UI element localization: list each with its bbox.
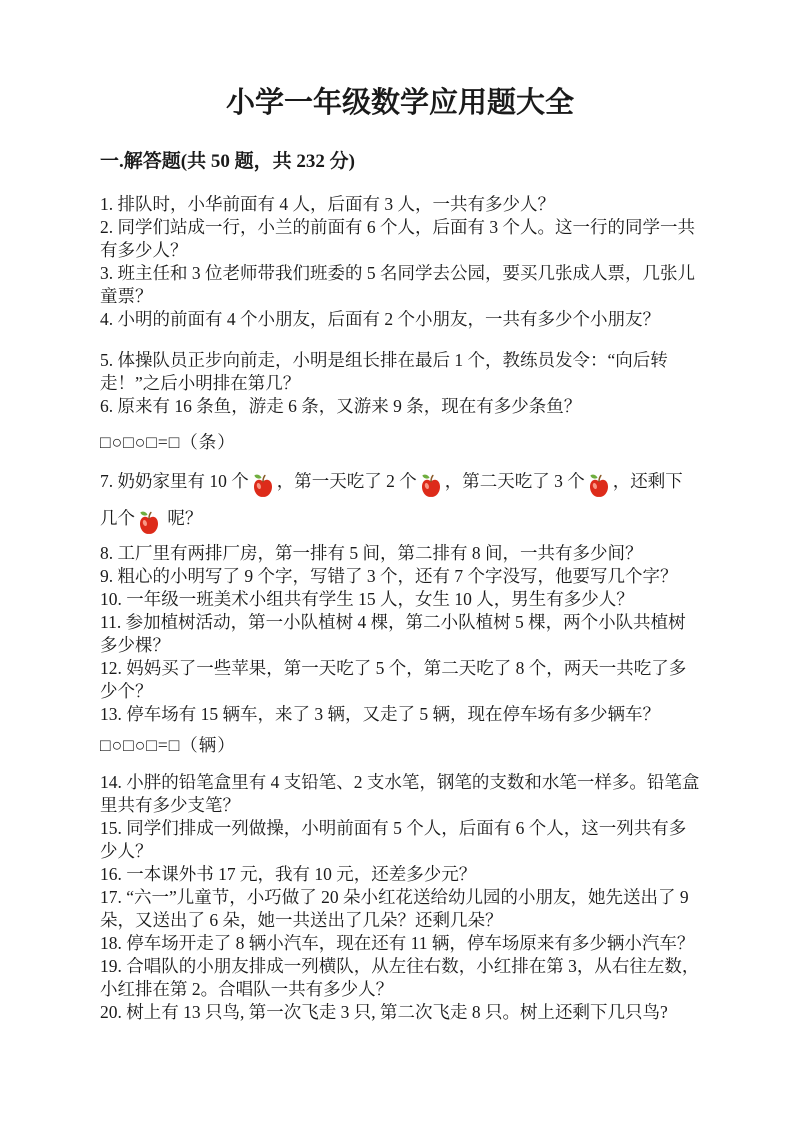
problem-3: 3. 班主任和 3 位老师带我们班委的 5 名同学去公园，要买几张成人票，几张儿童票？: [100, 263, 695, 306]
problem-19: 19. 合唱队的小朋友排成一列横队，从左往右数，小红排在第 3，从右往左数，小红排在第 2。合唱队一共有多少人？: [100, 956, 700, 999]
equation-placeholder-cars: □○□○□=□（辆）: [100, 735, 236, 755]
problem-7-text: 呢？: [163, 508, 203, 528]
apple-icon: [137, 509, 161, 537]
problem-4: 4. 小明的前面有 4 个小朋友，后面有 2 个小朋友，一共有多少个小朋友？: [100, 309, 660, 329]
apple-body: [140, 517, 158, 534]
apple-icon: [419, 472, 443, 500]
problem-13: 13. 停车场有 15 辆车，来了 3 辆，又走了 5 辆，现在停车场有多少辆车？: [100, 704, 660, 724]
problem-7: [100, 463, 700, 537]
problem-8: 8. 工厂里有两排厂房，第一排有 5 间，第二排有 8 间，一共有多少间？: [100, 543, 643, 563]
apple-icon: [251, 472, 275, 500]
apple-icon: [587, 472, 611, 500]
problem-2: 2. 同学们站成一行，小兰的前面有 6 个人，后面有 3 个人。这一行的同学一共有多少人？: [100, 217, 695, 260]
problem-18: 18. 停车场开走了 8 辆小汽车，现在还有 11 辆，停车场原来有多少辆小汽车？: [100, 933, 695, 953]
problem-5: 5. 体操队员正步向前走，小明是组长排在最后 1 个，教练员发令：“向后转走！”之后小明排在第几？: [100, 350, 668, 393]
problem-1: 1. 排队时，小华前面有 4 人，后面有 3 人，一共有多少人？: [100, 194, 555, 214]
problem-16: 16. 一本课外书 17 元，我有 10 元，还差多少元？: [100, 864, 477, 884]
apple-body: [422, 480, 440, 497]
problem-17: 17. “六一”儿童节，小巧做了 20 朵小红花送给幼儿园的小朋友，她先送出了 9 朵，又送出了 6 朵，她一共送出了几朵？还剩几朵？: [100, 887, 689, 930]
problem-7-text: ，还剩下几个: [100, 471, 683, 528]
problem-11: 11. 参加植树活动，第一小队植树 4 棵，第二小队植树 5 棵，两个小队共植树多少棵？: [100, 612, 686, 655]
problem-12: 12. 妈妈买了一些苹果，第一天吃了 5 个，第二天吃了 8 个，两天一共吃了多少个？: [100, 658, 687, 701]
problem-15: 15. 同学们排成一列做操，小明前面有 5 个人，后面有 6 个人，这一列共有多少人？: [100, 818, 687, 861]
apple-leaf: [590, 475, 597, 479]
apple-leaf: [140, 512, 147, 516]
apple-leaf: [422, 475, 429, 479]
problem-7-text: 7. 奶奶家里有 10 个: [100, 471, 249, 491]
apple-body: [590, 480, 608, 497]
problem-14: 14. 小胖的铅笔盒里有 4 支铅笔、2 支水笔，钢笔的支数和水笔一样多。铅笔盒里共有多少支笔？: [100, 772, 700, 815]
apple-body: [254, 480, 272, 497]
problem-20: 20. 树上有 13 只鸟, 第一次飞走 3 只, 第二次飞走 8 只。树上还剩下几只鸟?: [100, 1002, 668, 1022]
problem-9: 9. 粗心的小明写了 9 个字，写错了 3 个，还有 7 个字没写，他要写几个字？: [100, 566, 678, 586]
problem-7-text: ，第一天吃了 2 个: [276, 471, 417, 491]
equation-placeholder-fish: □○□○□=□（条）: [100, 432, 236, 452]
apple-leaf: [254, 475, 261, 479]
section-heading: 一.解答题(共 50 题，共 232 分): [100, 151, 355, 172]
problem-7-text: ，第二天吃了 3 个: [444, 471, 585, 491]
page-title: 小学一年级数学应用题大全: [225, 87, 574, 119]
problem-6: 6. 原来有 16 条鱼，游走 6 条，又游来 9 条，现在有多少条鱼？: [100, 396, 582, 416]
problem-10: 10. 一年级一班美术小组共有学生 15 人，女生 10 人，男生有多少人？: [100, 589, 634, 609]
